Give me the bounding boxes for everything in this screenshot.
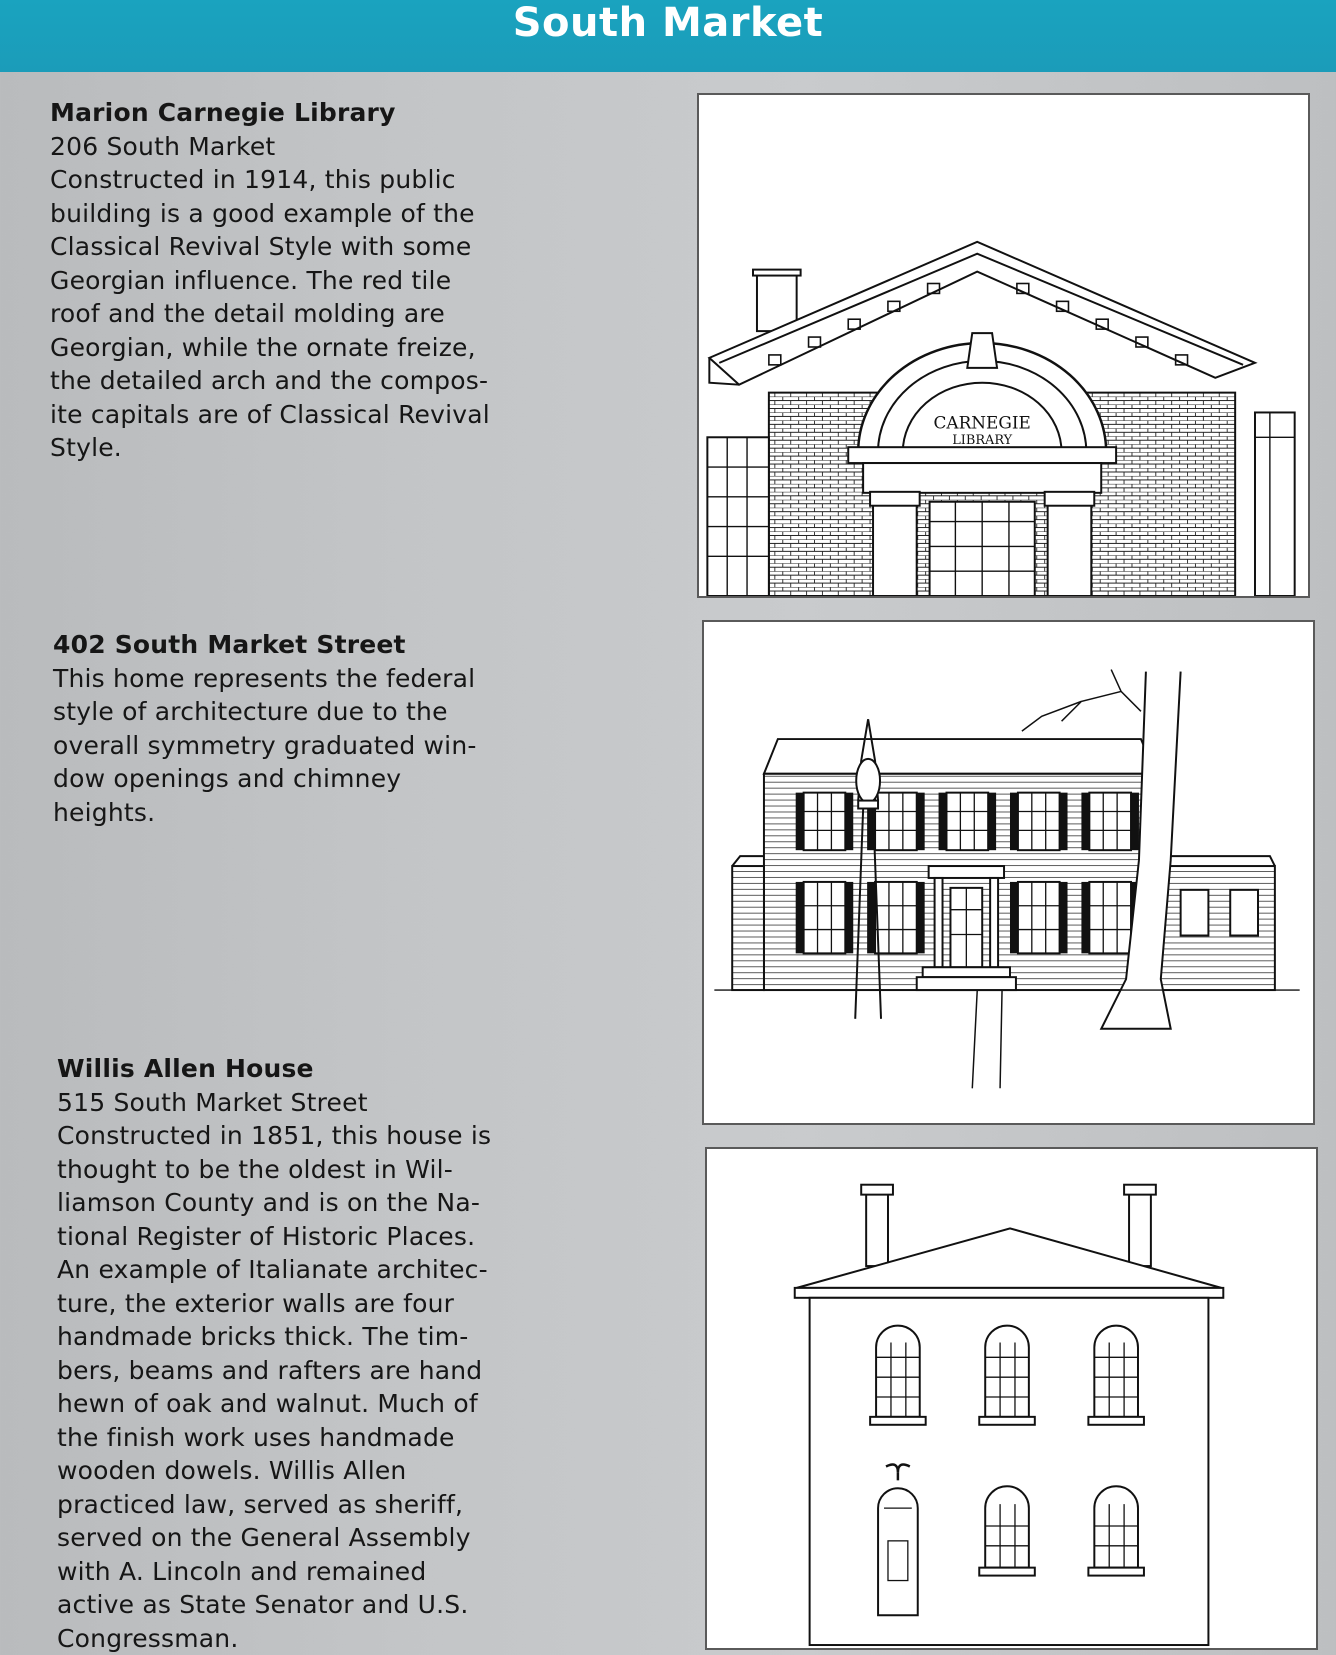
entry-title: Marion Carnegie Library	[50, 98, 396, 127]
entry-carnegie-library	[50, 96, 520, 465]
entry-address: 515 South Market Street	[57, 1087, 368, 1117]
library-sign-line1: CARNEGIE	[933, 412, 1031, 433]
carnegie-library-illustration	[697, 93, 1310, 598]
willis-allen-house-illustration	[705, 1147, 1318, 1650]
page-header	[0, 0, 1336, 72]
library-sign-line2: LIBRARY	[952, 433, 1013, 449]
entry-title: 402 South Market Street	[53, 630, 406, 659]
entry-address: 206 South Market	[50, 131, 276, 161]
federal-house-illustration	[702, 620, 1315, 1125]
entry-willis-allen-house	[57, 1052, 527, 1655]
entry-402-south-market	[53, 628, 523, 829]
willis-allen-house-drawing	[707, 1149, 1316, 1648]
federal-house-drawing	[704, 622, 1313, 1123]
entry-description: This home represents the federal style of architecture due to the overall symmetry graduated win- dow openings and chimney heights.	[53, 663, 477, 827]
entry-title: Willis Allen House	[57, 1054, 314, 1083]
page-title: South Market	[512, 0, 824, 46]
carnegie-library-drawing	[699, 95, 1308, 596]
entry-description: Constructed in 1914, this public building is a good example of the Classical Revival Style with some Georgian influence. The red tile roof and the detail molding are Georgian, while the ornate freize, the detailed arch and the compos- ite capitals are of Classical Revival Style.	[50, 165, 490, 462]
entry-description: Constructed in 1851, this house is thought to be the oldest in Wil- liamson County and is on the Na- tional Register of Historic Places. An example of Italianate architec- ture, the exterior walls are four handmade bricks thick. The tim- bers, beams and rafters are hand hewn of oak and walnut. Much of the finish work uses handmade wooden dowels. Willis Allen practiced law, served as sheriff, served on the General Assembly with A. Lincoln and remained active as State Senator and U.S. Congressman.	[57, 1121, 492, 1653]
